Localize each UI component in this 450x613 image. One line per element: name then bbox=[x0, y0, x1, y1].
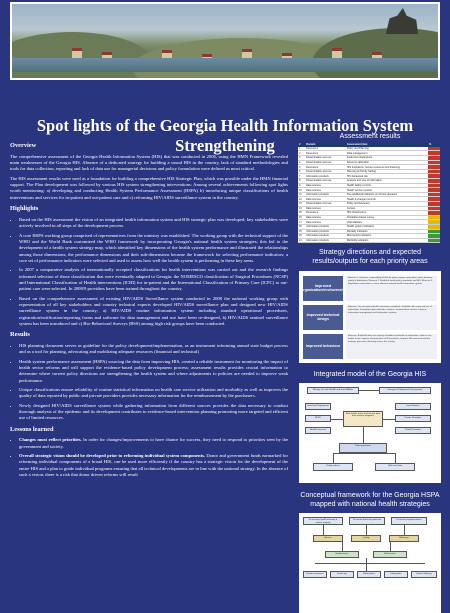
table-cell: Dissemination and use bbox=[305, 169, 346, 174]
diagram-connector bbox=[395, 453, 396, 463]
diagram-connector bbox=[323, 525, 324, 535]
overview-heading: Overview bbox=[10, 142, 37, 149]
table-cell: Data sources bbox=[305, 197, 346, 202]
table-cell: 3 bbox=[298, 156, 305, 161]
table-cell: Resources bbox=[305, 165, 346, 170]
diagram-connector bbox=[383, 419, 395, 420]
list-item: • Newly designed HIV/AIDS surveillance system while gathering information from different sources provides the data necessary to conduct thorough analysis of the epidemic and its development contributes to evidence-based intervention planning promoting more targeted and efficient use of limited resources. bbox=[19, 403, 288, 422]
strategy-row bbox=[303, 305, 437, 330]
diagram-connector bbox=[333, 453, 395, 454]
table-header: Assessment item bbox=[346, 143, 428, 147]
table-cell: Health facility records bbox=[346, 183, 428, 188]
strategy-text: Measure: Build HIS data use capacity. Establish and build an information culture in the health sector. Improve dissemination of HIS products. Improve HIS and work with the strategic plan more efficiently across the country. bbox=[346, 334, 437, 359]
diagram-connector bbox=[390, 542, 391, 551]
list-item: • Health system performance assessment (HSPA) sourcing the data from improving HIS, created a reliable instrument for monitoring the impact of health sector reforms and will support the evidence-based policy development process; assessment results provides crucial information to determine where current policy directions are strengthening the health system and where adjustments to policies are needed to improve weak performance. bbox=[19, 359, 288, 384]
table-cell: Resource allocation bbox=[346, 160, 428, 165]
diagram-node: Risk factors bbox=[373, 551, 407, 558]
table-cell: Data sources bbox=[305, 206, 346, 211]
table-cell: HIS infrastructure bbox=[346, 211, 428, 216]
table-cell: Morbidity indicators bbox=[346, 238, 428, 243]
table-cell: Dissemination and use bbox=[305, 160, 346, 165]
strategy-panel bbox=[299, 271, 441, 363]
table-cell: 12 bbox=[298, 197, 305, 202]
table-header: Domain bbox=[305, 143, 346, 147]
assessment-table-body bbox=[298, 147, 440, 243]
table-cell: Resources bbox=[305, 147, 346, 151]
table-cell: 11 bbox=[298, 192, 305, 197]
table-cell: 13 bbox=[298, 202, 305, 207]
lesson-bold: Overall strategic vision should be developed prior to reforming individual system components. bbox=[19, 453, 206, 459]
hspa-title: Conceptual framework for the Georgia HSPA mapped with national health strategies bbox=[300, 491, 440, 508]
table-cell: 17 bbox=[298, 220, 305, 225]
list-item bbox=[19, 437, 288, 450]
table-cell: Information products bbox=[305, 174, 346, 179]
diagram-node: Georgian Parliament & Government bbox=[379, 387, 431, 394]
strategy-row bbox=[303, 276, 437, 301]
table-cell: Census bbox=[346, 206, 428, 211]
score-cell bbox=[428, 238, 440, 243]
table-cell: Policy and Planning bbox=[346, 147, 428, 151]
diagram-connector bbox=[363, 427, 364, 443]
table-cell: Mortality indicators bbox=[346, 229, 428, 234]
table-cell: Information products bbox=[305, 224, 346, 229]
lesson-text: Donor and government funds earmarked for reforming individual components of a broad HIS, can be used more efficiently if the country has a strategic vision for the development of the entire HIS and a plan to guide individual programs ensuring that all technical developments are in line with the national strategy. In the absence of such a vision, there is a risk that donor driven reforms will result bbox=[19, 453, 289, 478]
diagram-connector bbox=[315, 563, 425, 564]
table-cell: 6 bbox=[298, 169, 305, 174]
strategy-text: Measure 1: Enhance responsibility of HIS for policy, regions and make it more fair/more equity of distribution. Measure 2: Establish health policy standards and HIS. Measure 3: Regulations and enforce a more effective national health information system. bbox=[346, 276, 437, 301]
diagram-node: Access bbox=[313, 535, 343, 542]
list-item: • Unique classifications ensure reliability of routine statistical information on health care service utilization and morbidity as well as improves the quality of data reported by public and private providers provides necessary information for the reimbursement by the purchasers. bbox=[19, 387, 288, 400]
table-cell: 4 bbox=[298, 160, 305, 165]
highlights-list bbox=[10, 217, 288, 327]
list-item: • In 2007 a comparative analysis of internationally accepted classifications for health interventions was carried out and the research findings informed selection of those classification that were eventually adapted to Georgia: the NOMESCO classification of Surgical Procedures (NCSP) and International Classification of Health interventions (ICHI) for in-patient and the International Classification of Primary Care (ICPC) to out-patient care were selected. In 2008/9 providers have been trained throughout the country. bbox=[19, 267, 288, 292]
diagram-node: Governance bbox=[357, 571, 381, 578]
table-cell: 8 bbox=[298, 179, 305, 184]
table-cell: 15 bbox=[298, 211, 305, 216]
table-cell: Five additional indicators on chronic diseases bbox=[346, 192, 428, 197]
table-cell: Health & changes records bbox=[346, 197, 428, 202]
diagram-connector bbox=[331, 419, 343, 420]
table-cell: Data sources bbox=[305, 188, 346, 193]
diagram-connector bbox=[366, 525, 367, 535]
diagram-node: Local Govern. bbox=[395, 403, 431, 410]
building bbox=[72, 48, 82, 58]
list-item bbox=[19, 453, 288, 478]
overview-paragraph: The comprehensive assessment of the Georgia Health Information System (HIS) that was conducted in 2006, using the HMN Framework revealed main weaknesses of the Georgia HIS. Absence of a dedicated strategy for building a sound HIS in the country, lack of standard methodologies and tools for data collection, reporting and lack of data use for managerial decisions and policy formulation were defined as most critical. bbox=[10, 153, 288, 172]
list-item: • HIS planning document serves as guideline for the policy development/implementation, as an instrument informing annual state budget process and as a tool for planning, advocating and mobilizing adequate resources (financial and technical) bbox=[19, 343, 288, 356]
diagram-node: Quality bbox=[351, 535, 381, 542]
table-cell: Resources bbox=[305, 151, 346, 156]
table-cell: Information products bbox=[305, 238, 346, 243]
table-cell: 19 bbox=[298, 229, 305, 234]
table-cell: 2 bbox=[298, 151, 305, 156]
list-item: • Based on the comprehensive assessment of existing HIV/AIDS Surveillance system conducted in 2008 the national working group with representation of all key stakeholders and country technical experts developed HIV/AIDS surveillance plan and designed new HIV/AIDS surveillance system in the country; a) HIV/AIDS routine information system including standard operational procedures, registration/notification/reporting forms and software for data management and use have been re-designed, b) HIV/AIDS sentinel surveillance system has been introduced and c) Bio-Behavioral Surveys (BSS) among high risk groups have been conducted. bbox=[19, 296, 288, 328]
table-header: % bbox=[428, 143, 440, 147]
diagram-node: Statistical Department bbox=[305, 403, 331, 410]
results-heading: Results bbox=[10, 331, 30, 339]
diagram-connector bbox=[333, 453, 334, 463]
diagram-node: Health Insurance bbox=[305, 427, 331, 434]
assessment-table bbox=[298, 143, 440, 243]
diagram-node: To ensure financial protection bbox=[349, 517, 385, 525]
table-cell: Risk factors indicators bbox=[346, 234, 428, 239]
table-cell: Information products bbox=[305, 229, 346, 234]
table-cell: Planning & Priority Setting bbox=[346, 169, 428, 174]
statue-silhouette bbox=[382, 8, 420, 34]
table-cell: HIS Institutions, human resources and financing bbox=[346, 165, 428, 170]
table-cell: 7 bbox=[298, 174, 305, 179]
table-cell: Dissemination and use bbox=[305, 202, 346, 207]
list-item: • A core HSPA working group comprised of representatives from the ministry was established. The working group with the technical support of the WHO and the World Bank customized the WHO framework by incorporating Georgia's national health system strategies; this led to the development of a health system strategy map, which identified key dimensions of the health system performance and illustrated the relationships among those dimensions; the performance dimensions and their sub-dimensions became the framework for selecting performance indicators; a core set of performance indicators were selected and used to assess how well the health system is performing in these key areas. bbox=[19, 233, 288, 265]
table-cell: Health service records bbox=[346, 188, 428, 193]
table-cell: 9 bbox=[298, 183, 305, 188]
results-list bbox=[10, 343, 288, 422]
strategy-row bbox=[303, 334, 437, 359]
diagram-node: Web site Data bbox=[375, 463, 415, 471]
diagram-connector bbox=[342, 542, 343, 551]
diagram-node: Information bbox=[384, 571, 408, 578]
strategy-text: Measure: Use of national health information standards. Establish data entry and use of information. Strengthen data collection, analysis, dissemination and use. Improve information management and information systems. bbox=[346, 305, 437, 330]
diagram-node: Private Providers bbox=[395, 415, 431, 422]
table-cell: Data management bbox=[346, 151, 428, 156]
overview-paragraph: The HIS assessment results were used as a foundation for building a comprehensive HIS Strategic Plan, which was possible under the HMN financial support. The Plan development was followed by various HIS system strengthening interventions: Among several achievements following spot lights worth mentioning: a) developing and conducting Health System Performance Assessment (HSPA) b) introducing unique classifications of health interventions and services for in-patient and out-patient care and c) reforming HIV/AIDS surveillance system in the country. bbox=[10, 175, 288, 200]
table-cell: Data sources bbox=[305, 183, 346, 188]
table-cell: Population based survey bbox=[346, 215, 428, 220]
page-title: Spot lights of the Georgia Health Information System Strengthening bbox=[36, 116, 414, 155]
highlights-heading: Highlights bbox=[10, 205, 39, 213]
table-cell: 14 bbox=[298, 206, 305, 211]
table-cell: Health system indicators bbox=[346, 224, 428, 229]
table-cell: HIV behavioral risk bbox=[346, 174, 428, 179]
table-cell: 20 bbox=[298, 234, 305, 239]
lessons-list bbox=[10, 437, 288, 478]
left-column bbox=[10, 138, 288, 481]
strategy-label: Improved behaviour bbox=[303, 334, 343, 359]
table-cell: Implement.sharing/use bbox=[346, 156, 428, 161]
hspa-diagram bbox=[299, 513, 441, 613]
diagram-node: To ensure responsiveness bbox=[391, 517, 427, 525]
table-cell: 18 bbox=[298, 224, 305, 229]
river bbox=[12, 58, 438, 72]
table-cell: Information products bbox=[305, 234, 346, 239]
diagram-node: Public Providers bbox=[395, 427, 431, 434]
table-cell: Vital statistics bbox=[346, 220, 428, 225]
diagram-node: Both health status and service data from various programs bbox=[343, 411, 383, 427]
strategy-label: Improved technical design bbox=[303, 305, 343, 330]
diagram-node: Efficiency bbox=[389, 535, 419, 542]
diagram-connector bbox=[404, 525, 405, 535]
table-cell: Dissemination and use bbox=[305, 179, 346, 184]
diagram-node: Policy makers bbox=[313, 463, 353, 471]
table-cell: Policy and Advocacy bbox=[346, 202, 428, 207]
lesson-text: In order for changes/improvements to have chance for success, they need to respond to priorities seen by the government and society. bbox=[19, 437, 288, 449]
table-cell: 16 bbox=[298, 215, 305, 220]
diagram-node: Financing bbox=[330, 571, 354, 578]
header-photo bbox=[10, 2, 440, 80]
lessons-heading: Lessons learned bbox=[10, 425, 54, 433]
diagram-connector bbox=[366, 558, 367, 571]
integrated-title: Integrated model of the Georgia HIS bbox=[313, 370, 427, 378]
assessment-title: Assessment results bbox=[339, 133, 401, 140]
diagram-node: Health status bbox=[325, 551, 359, 558]
diagram-node: To increase health outcome & reduce inequity bbox=[303, 517, 343, 525]
table-cell: Data sources bbox=[305, 220, 346, 225]
diagram-node: Data warehouse bbox=[339, 443, 387, 453]
lesson-bold: Changes must reflect priorities. bbox=[19, 437, 82, 443]
table-cell: Analysis and Use of information bbox=[346, 179, 428, 184]
diagram-node: Ministry of Labor Health and Social Affairs bbox=[307, 387, 359, 394]
integrated-diagram bbox=[299, 383, 441, 483]
strategy-label: Improved organization/environment bbox=[303, 276, 343, 301]
table-cell: 5 bbox=[298, 165, 305, 170]
right-column bbox=[298, 132, 442, 613]
table-cell: Data sources bbox=[305, 215, 346, 220]
table-cell: 1 bbox=[298, 147, 305, 151]
table-header: # bbox=[298, 143, 305, 147]
table-cell: 21 bbox=[298, 238, 305, 243]
table-cell: Dissemination and use bbox=[305, 156, 346, 161]
diagram-connector bbox=[359, 390, 379, 391]
diagram-node: NCDC bbox=[305, 415, 331, 422]
list-item: • Based on the HIS assessment the vision of an integrated health information system and HIS strategic plan was developed; key stakeholders were actively involved in all steps of the development process. bbox=[19, 217, 288, 230]
table-cell: Information products bbox=[305, 192, 346, 197]
diagram-node: Service delivery bbox=[411, 571, 437, 578]
table-cell: Resources bbox=[305, 211, 346, 216]
table-cell: 10 bbox=[298, 188, 305, 193]
diagram-node: Human resources bbox=[303, 571, 327, 578]
strategy-title: Strategy directions and expected results/outputs for each priority areas bbox=[312, 249, 428, 266]
table-row bbox=[298, 238, 440, 243]
building bbox=[332, 48, 342, 58]
